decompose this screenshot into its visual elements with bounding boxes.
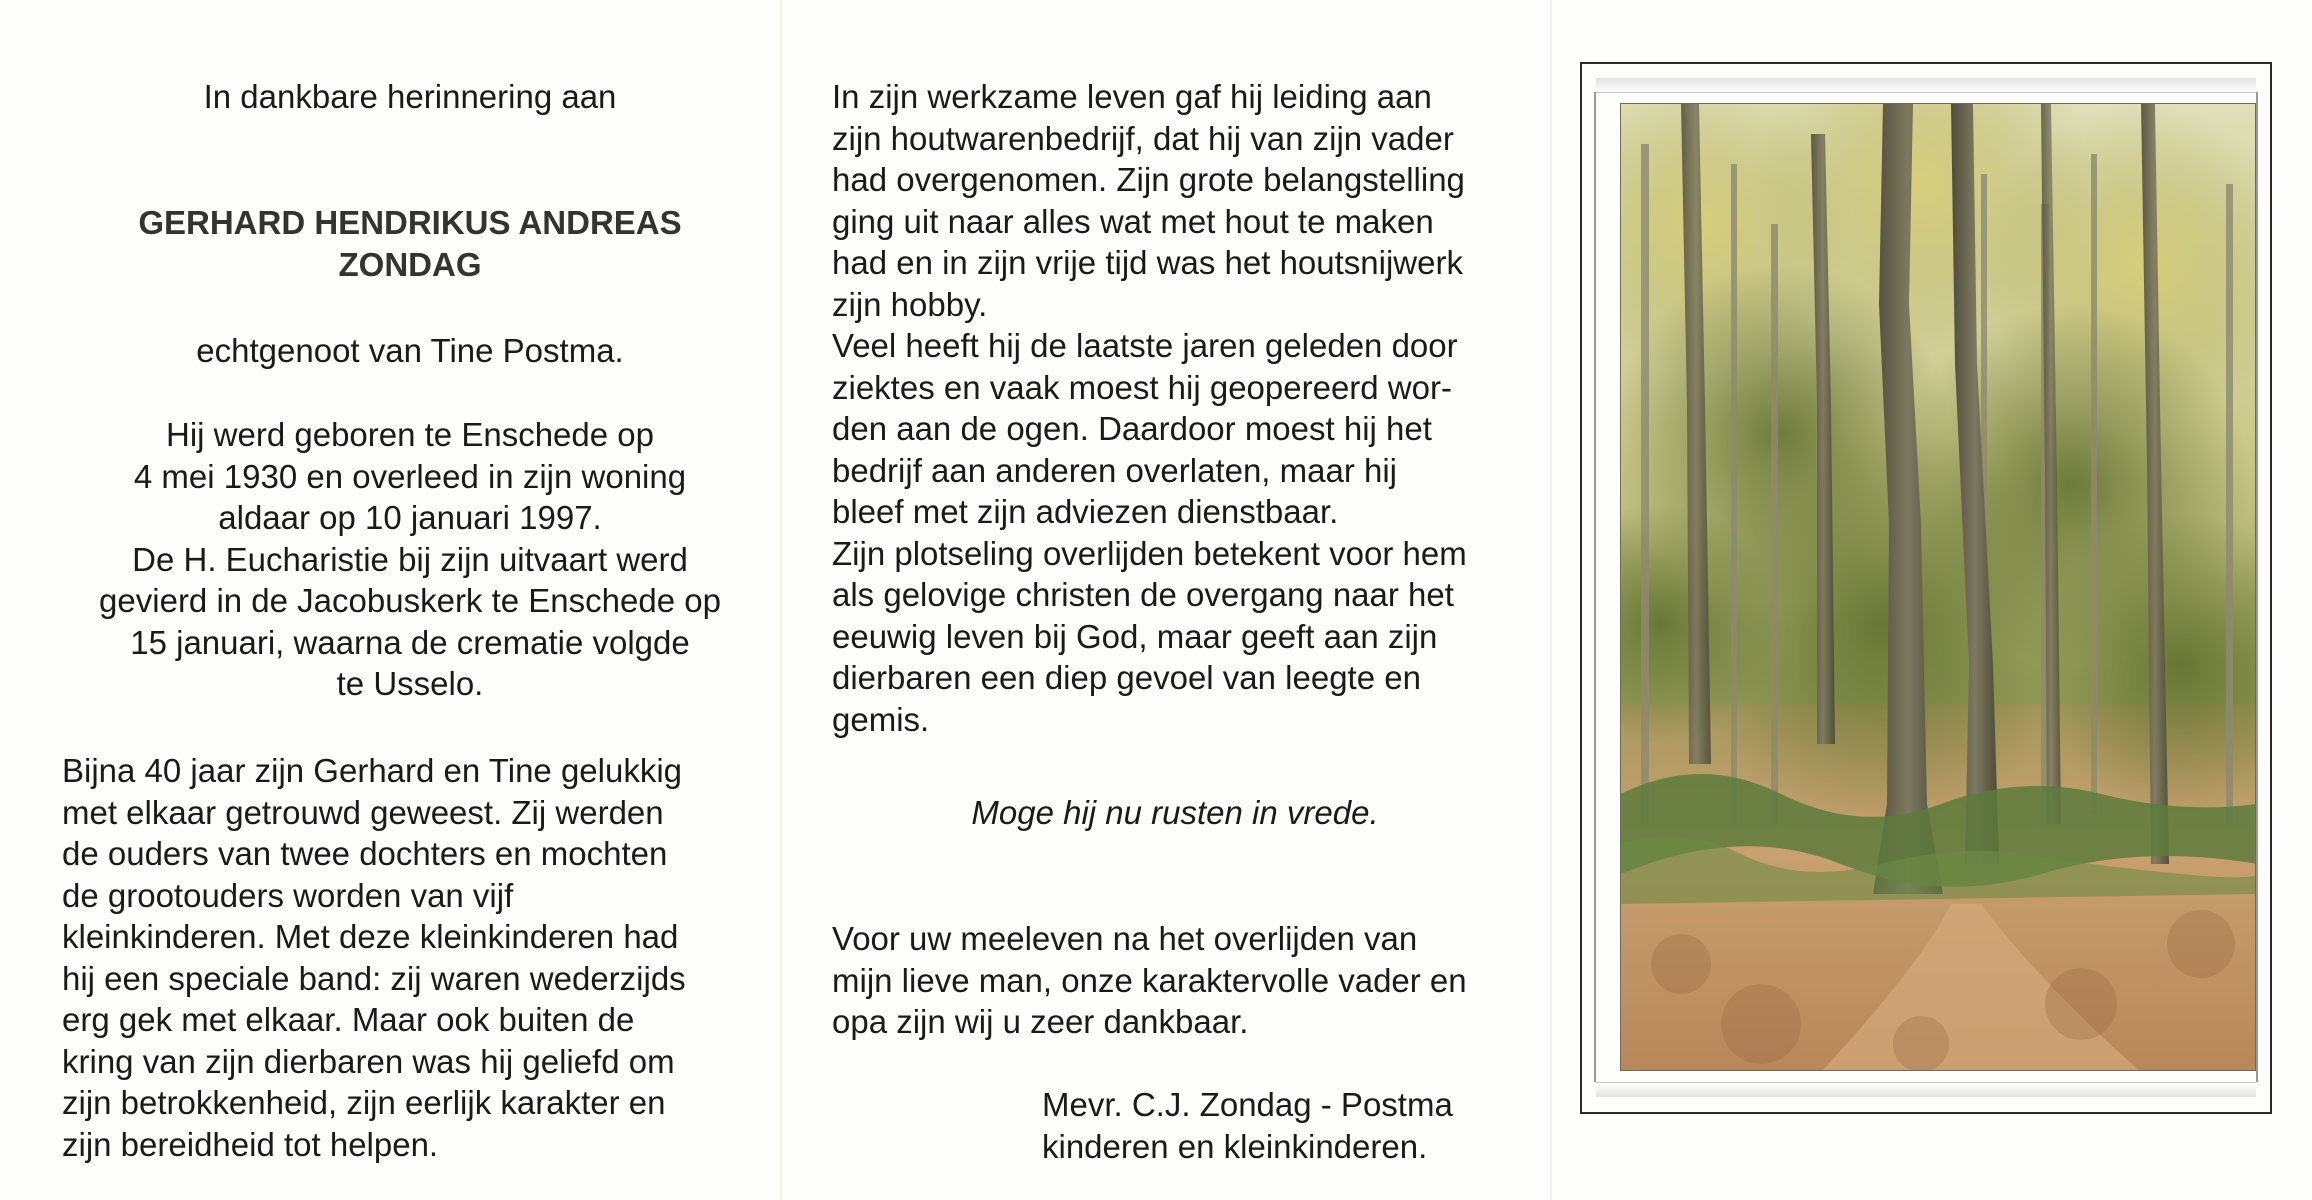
- bio-line: gevierd in de Jacobuskerk te Enschede op: [99, 582, 721, 619]
- frame-bar-bottom: [1596, 1082, 2256, 1097]
- marriage-line: met elkaar getrouwd geweest. Zij werden: [62, 793, 664, 831]
- career-line: den aan de ogen. Daardoor moest hij het: [832, 410, 1432, 447]
- bio-line: aldaar op 10 januari 1997.: [218, 499, 602, 536]
- deceased-name-line-2: ZONDAG: [338, 245, 482, 283]
- card-panel-middle: [780, 0, 1550, 1200]
- forest-photo-image: [1621, 104, 2256, 1071]
- bio-line: Hij werd geboren te Enschede op: [166, 416, 654, 453]
- card-panel-right: [1550, 0, 2312, 1200]
- memorial-heading: In dankbare herinnering aan: [203, 78, 617, 115]
- deceased-name: [60, 202, 760, 285]
- marriage-line: de grootouders worden van vijf: [62, 876, 514, 914]
- signature-line-2: kinderen en kleinkinderen.: [1042, 1127, 1428, 1165]
- thanks-line: Voor uw meeleven na het overlijden van: [832, 920, 1418, 957]
- career-line: ging uit naar alles wat met hout te maken: [832, 202, 1434, 240]
- career-line: eeuwig leven bij God, maar geeft aan zijn: [832, 617, 1438, 655]
- spouse-line: echtgenoot van Tine Postma.: [196, 332, 624, 369]
- career-paragraph: [832, 76, 1518, 740]
- career-line: Zijn plotseling overlijden betekent voor hem: [832, 534, 1467, 572]
- deceased-name-line-1: GERHARD HENDRIKUS ANDREAS: [138, 204, 682, 241]
- career-line: Veel heeft hij de laatste jaren geleden door: [832, 327, 1458, 364]
- signature-line-1: Mevr. C.J. Zondag - Postma: [1042, 1086, 1453, 1123]
- marriage-line: zijn bereidheid tot helpen.: [62, 1125, 439, 1163]
- bio-line: 4 mei 1930 en overleed in zijn woning: [133, 457, 687, 495]
- bio-line: te Usselo.: [336, 665, 484, 702]
- frame-bar-top: [1596, 78, 2256, 93]
- thanks-line: opa zijn wij u zeer dankbaar.: [832, 1003, 1249, 1040]
- career-line: had en in zijn vrije tijd was het houtsnijwerk: [832, 244, 1463, 281]
- marriage-line: Bijna 40 jaar zijn Gerhard en Tine gelukkig: [62, 752, 683, 789]
- signature-block: [1042, 1084, 1522, 1167]
- thanks-paragraph: [832, 918, 1518, 1043]
- marriage-line: erg gek met elkaar. Maar ook buiten de: [62, 1001, 635, 1038]
- career-line: gemis.: [832, 700, 930, 738]
- marriage-paragraph: [62, 750, 745, 1165]
- career-line: In zijn werkzame leven gaf hij leiding aan: [832, 78, 1432, 115]
- frame-line-left: [1594, 92, 1596, 1082]
- career-line: bedrijf aan anderen overlaten, maar hij: [832, 451, 1398, 489]
- marriage-line: hij een speciale band: zij waren wederzijds: [62, 959, 686, 997]
- career-line: had overgenomen. Zijn grote belangstelling: [832, 161, 1465, 198]
- marriage-line: kring van zijn dierbaren was hij geliefd om: [62, 1042, 675, 1080]
- career-line: ziektes en vaak moest hij geopereerd wor-: [832, 368, 1452, 406]
- frame-line-right: [2256, 92, 2258, 1082]
- career-line: zijn hobby.: [832, 285, 988, 323]
- marriage-line: zijn betrokkenheid, zijn eerlijk karakter en: [62, 1084, 666, 1121]
- biography-paragraph: [60, 414, 760, 705]
- marriage-line: kleinkinderen. Met deze kleinkinderen had: [62, 918, 679, 955]
- thanks-line: mijn lieve man, onze karaktervolle vader en: [832, 961, 1467, 999]
- marriage-line: de ouders van twee dochters en mochten: [62, 835, 668, 872]
- career-line: dierbaren een diep gevoel van leegte en: [832, 659, 1421, 696]
- forest-photo: [1620, 103, 2256, 1071]
- bio-line: 15 januari, waarna de crematie volgde: [130, 623, 690, 661]
- prayer-line: Moge hij nu rusten in vrede.: [971, 794, 1379, 831]
- career-line: bleef met zijn adviezen dienstbaar.: [832, 493, 1339, 530]
- card-panel-left: [0, 0, 780, 1200]
- career-line: als gelovige christen de overgang naar het: [832, 576, 1454, 613]
- career-line: zijn houtwarenbedrijf, dat hij van zijn vader: [832, 119, 1454, 157]
- bio-line: De H. Eucharistie bij zijn uitvaart werd: [132, 540, 688, 578]
